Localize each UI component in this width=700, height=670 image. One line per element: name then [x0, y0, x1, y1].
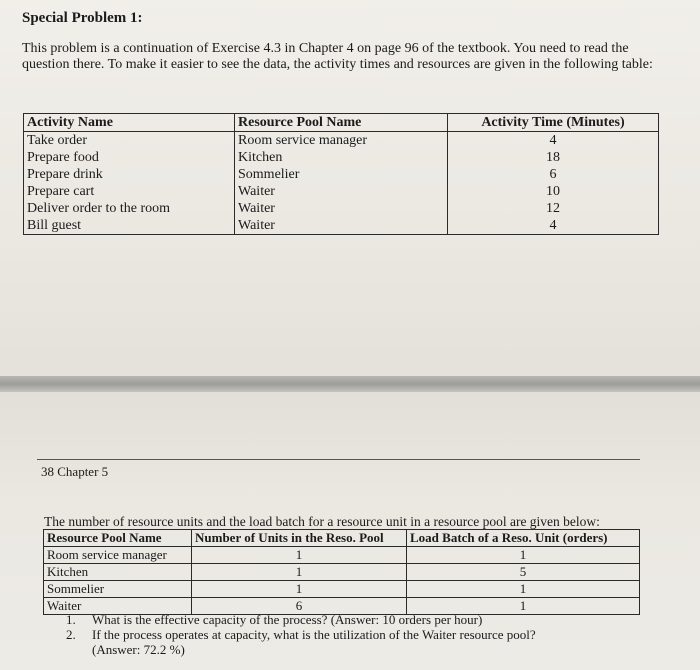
- table-header-row: [44, 530, 640, 547]
- question-answer: (Answer: 72.2 %): [92, 642, 185, 657]
- chapter-label: 38 Chapter 5: [41, 464, 109, 479]
- activity-cell: Prepare drink: [24, 166, 235, 183]
- table-row: [44, 564, 640, 581]
- table-row: [24, 149, 659, 166]
- resource-cell: Waiter: [235, 217, 448, 235]
- table-row: [44, 581, 640, 598]
- time-cell: 6: [448, 166, 659, 183]
- resource-cell: Sommelier: [235, 166, 448, 183]
- activity-cell: Bill guest: [24, 217, 235, 235]
- table-row: [24, 217, 659, 235]
- table-row: [24, 200, 659, 217]
- time-cell: 4: [448, 217, 659, 235]
- activity-cell: Prepare cart: [24, 183, 235, 200]
- units-cell: 1: [192, 564, 407, 581]
- page-fold: [0, 376, 700, 392]
- col-header: Number of Units in the Reso. Pool: [192, 530, 407, 547]
- col-header: Activity Name: [24, 114, 235, 132]
- question-number: 2.: [66, 627, 76, 642]
- resource-intro: The number of resource units and the load batch for a resource unit in a resource pool are given below:: [44, 514, 600, 529]
- resource-pool-table: [43, 529, 640, 615]
- units-cell: 1: [192, 547, 407, 564]
- time-cell: 12: [448, 200, 659, 217]
- activity-cell: Take order: [24, 132, 235, 150]
- question-text: If the process operates at capacity, what is the utilization of the Waiter resource pool?: [92, 627, 536, 642]
- resource-cell: Waiter: [235, 200, 448, 217]
- units-cell: 6: [192, 598, 407, 615]
- question-list: [66, 612, 626, 657]
- page-title: Special Problem 1:: [22, 10, 143, 26]
- question-number: 1.: [66, 612, 76, 627]
- batch-cell: 1: [407, 581, 640, 598]
- resource-cell: Waiter: [235, 183, 448, 200]
- resource-cell: Room service manager: [235, 132, 448, 150]
- question-text: What is the effective capacity of the process? (Answer: 10 orders per hour): [92, 612, 483, 627]
- pool-cell: Waiter: [44, 598, 192, 615]
- table-row: [44, 547, 640, 564]
- table-row: [24, 183, 659, 200]
- question-item: [66, 612, 626, 627]
- batch-cell: 1: [407, 598, 640, 615]
- activity-cell: Deliver order to the room: [24, 200, 235, 217]
- col-header: Activity Time (Minutes): [448, 114, 659, 132]
- units-cell: 1: [192, 581, 407, 598]
- pool-cell: Room service manager: [44, 547, 192, 564]
- col-header: Resource Pool Name: [235, 114, 448, 132]
- pool-cell: Kitchen: [44, 564, 192, 581]
- batch-cell: 5: [407, 564, 640, 581]
- pool-cell: Sommelier: [44, 581, 192, 598]
- intro-paragraph: This problem is a continuation of Exercise 4.3 in Chapter 4 on page 96 of the textbook. You need to read the question there. To make it easier to see the data, the activity times and resources are given in the following table:: [22, 41, 653, 72]
- table-row: [24, 132, 659, 150]
- activity-cell: Prepare food: [24, 149, 235, 166]
- time-cell: 18: [448, 149, 659, 166]
- resource-cell: Kitchen: [235, 149, 448, 166]
- col-header: Load Batch of a Reso. Unit (orders): [407, 530, 640, 547]
- col-header: Resource Pool Name: [44, 530, 192, 547]
- table-row: [24, 166, 659, 183]
- batch-cell: 1: [407, 547, 640, 564]
- time-cell: 4: [448, 132, 659, 150]
- question-item: [66, 627, 626, 642]
- table-header-row: [24, 114, 659, 132]
- time-cell: 10: [448, 183, 659, 200]
- activity-table: [23, 113, 659, 235]
- chapter-divider: [37, 459, 640, 460]
